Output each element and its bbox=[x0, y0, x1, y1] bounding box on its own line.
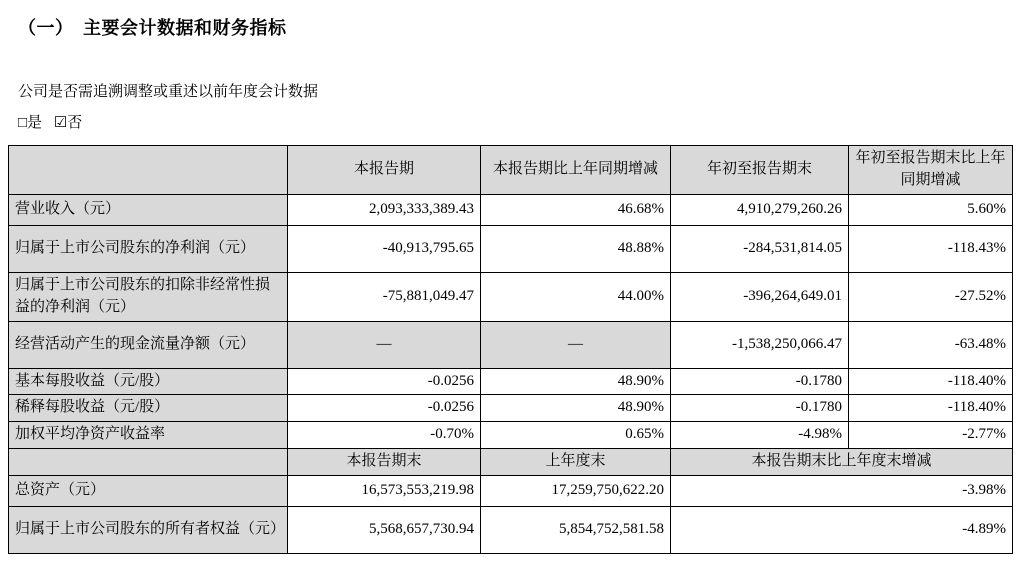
value-end-of-period: 16,573,553,219.98 bbox=[288, 475, 481, 506]
table-row-operating-cash-flow bbox=[9, 321, 1013, 368]
table-row-revenue bbox=[9, 195, 1013, 226]
value-change: -3.98% bbox=[671, 475, 1013, 506]
header-ytd-yoy-change: 年初至报告期末比上年同期增减 bbox=[849, 146, 1013, 195]
row-label: 营业收入（元） bbox=[9, 195, 288, 226]
table-row-net-profit-excl-nonrecurring bbox=[9, 273, 1013, 322]
value-ytd: -396,264,649.01 bbox=[671, 273, 849, 322]
value-yoy-change: 48.90% bbox=[481, 368, 671, 395]
table-row-net-profit bbox=[9, 226, 1013, 273]
value-change: -4.89% bbox=[671, 506, 1013, 553]
financial-indicators-table bbox=[8, 145, 1013, 554]
value-yoy-change: 48.88% bbox=[481, 226, 671, 273]
value-yoy-change: — bbox=[481, 321, 671, 368]
value-current-period: -0.70% bbox=[288, 422, 481, 449]
row-label: 加权平均净资产收益率 bbox=[9, 422, 288, 449]
subheader-empty-cell bbox=[9, 448, 288, 475]
value-ytd: -4.98% bbox=[671, 422, 849, 449]
row-label: 基本每股收益（元/股） bbox=[9, 368, 288, 395]
value-ytd-yoy-change: -2.77% bbox=[849, 422, 1013, 449]
header-yoy-change: 本报告期比上年同期增减 bbox=[481, 146, 671, 195]
value-current-period: — bbox=[288, 321, 481, 368]
value-yoy-change: 0.65% bbox=[481, 422, 671, 449]
checkbox-no: ☑否 bbox=[53, 115, 83, 131]
table-row-diluted-eps bbox=[9, 395, 1013, 422]
value-yoy-change: 48.90% bbox=[481, 395, 671, 422]
header-current-period: 本报告期 bbox=[288, 146, 481, 195]
value-ytd: -0.1780 bbox=[671, 395, 849, 422]
restatement-question: 公司是否需追溯调整或重述以前年度会计数据 bbox=[18, 84, 319, 100]
table-row-weighted-avg-roe bbox=[9, 422, 1013, 449]
subheader-end-of-last-year: 上年度末 bbox=[481, 448, 671, 475]
value-current-period: -0.0256 bbox=[288, 395, 481, 422]
value-ytd-yoy-change: 5.60% bbox=[849, 195, 1013, 226]
value-ytd-yoy-change: -27.52% bbox=[849, 273, 1013, 322]
row-label: 归属于上市公司股东的净利润（元） bbox=[9, 226, 288, 273]
value-ytd: -284,531,814.05 bbox=[671, 226, 849, 273]
row-label: 稀释每股收益（元/股） bbox=[9, 395, 288, 422]
value-current-period: -75,881,049.47 bbox=[288, 273, 481, 322]
restatement-checkboxes bbox=[0, 101, 1032, 132]
value-ytd: -0.1780 bbox=[671, 368, 849, 395]
row-label: 归属于上市公司股东的所有者权益（元） bbox=[9, 506, 288, 553]
table-subheader-row bbox=[9, 448, 1013, 475]
row-label: 经营活动产生的现金流量净额（元） bbox=[9, 321, 288, 368]
subheader-end-of-period: 本报告期末 bbox=[288, 448, 481, 475]
value-current-period: 2,093,333,389.43 bbox=[288, 195, 481, 226]
table-header-row bbox=[9, 146, 1013, 195]
header-ytd: 年初至报告期末 bbox=[671, 146, 849, 195]
table-row-total-assets bbox=[9, 475, 1013, 506]
value-ytd: 4,910,279,260.26 bbox=[671, 195, 849, 226]
value-ytd: -1,538,250,066.47 bbox=[671, 321, 849, 368]
value-current-period: -40,913,795.65 bbox=[288, 226, 481, 273]
table-row-owners-equity bbox=[9, 506, 1013, 553]
value-end-of-last-year: 17,259,750,622.20 bbox=[481, 475, 671, 506]
value-end-of-period: 5,568,657,730.94 bbox=[288, 506, 481, 553]
value-yoy-change: 44.00% bbox=[481, 273, 671, 322]
checkbox-yes: □是 bbox=[18, 115, 43, 131]
value-end-of-last-year: 5,854,752,581.58 bbox=[481, 506, 671, 553]
row-label: 归属于上市公司股东的扣除非经常性损益的净利润（元） bbox=[9, 273, 288, 322]
value-ytd-yoy-change: -63.48% bbox=[849, 321, 1013, 368]
value-current-period: -0.0256 bbox=[288, 368, 481, 395]
row-label: 总资产（元） bbox=[9, 475, 288, 506]
value-ytd-yoy-change: -118.40% bbox=[849, 395, 1013, 422]
table-row-basic-eps bbox=[9, 368, 1013, 395]
value-ytd-yoy-change: -118.43% bbox=[849, 226, 1013, 273]
section-title: （一） 主要会计数据和财务指标 bbox=[18, 18, 287, 38]
value-ytd-yoy-change: -118.40% bbox=[849, 368, 1013, 395]
header-empty-cell bbox=[9, 146, 288, 195]
value-yoy-change: 46.68% bbox=[481, 195, 671, 226]
subheader-period-vs-last-year-change: 本报告期末比上年度末增减 bbox=[671, 448, 1013, 475]
